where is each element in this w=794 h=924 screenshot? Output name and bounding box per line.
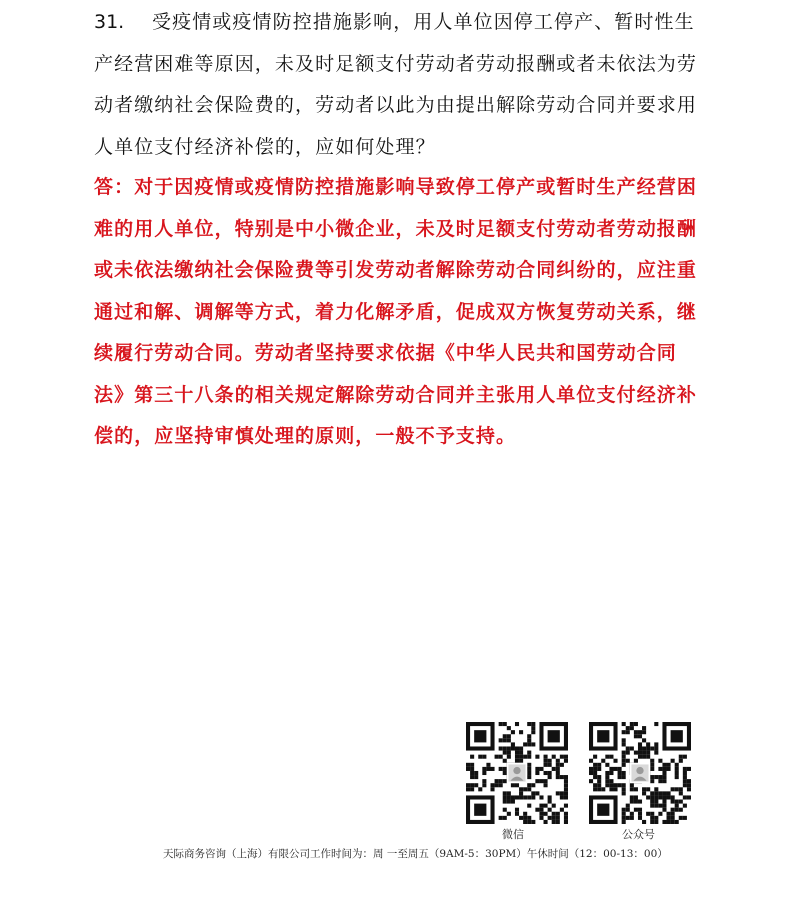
qr-caption-wechat: 微信 xyxy=(502,828,524,841)
qr-code-official-account xyxy=(589,722,691,824)
question-paragraph xyxy=(94,2,704,168)
question-text: 受疫情或疫情防控措施影响，用人单位因停工停产、暂时性生产经营困难等原因，未及时足额支付劳动者劳动报酬或者未依法为劳动者缴纳社会保险费的，劳动者以此为由提出解除劳动合同并要求用人单位支付经济补偿的，应如何处理？ xyxy=(94,11,698,158)
qr-code-wechat xyxy=(466,722,568,824)
question-number: 31. xyxy=(94,11,125,33)
footer-working-hours: 天际商务咨询（上海）有限公司工作时间为：周 一至周五（9AM-5：30PM）午休时间（12：00-13：00） xyxy=(163,848,668,860)
answer-paragraph: 答：对于因疫情或疫情防控措施影响导致停工停产或暂时生产经营困难的用人单位，特别是中小微企业，未及时足额支付劳动者劳动报酬或未依法缴纳社会保险费等引发劳动者解除劳动合同纠纷的，应注重通过和解、调解等方式，着力化解矛盾，促成双方恢复劳动关系，继续履行劳动合同。劳动者坚持要求依据《中华人民共和国劳动合同法》第三十八条的相关规定解除劳动合同并主张用人单位支付经济补偿的，应坚持审慎处理的原则，一般不予支持。 xyxy=(94,176,698,447)
qr-caption-official-account: 公众号 xyxy=(622,828,655,841)
